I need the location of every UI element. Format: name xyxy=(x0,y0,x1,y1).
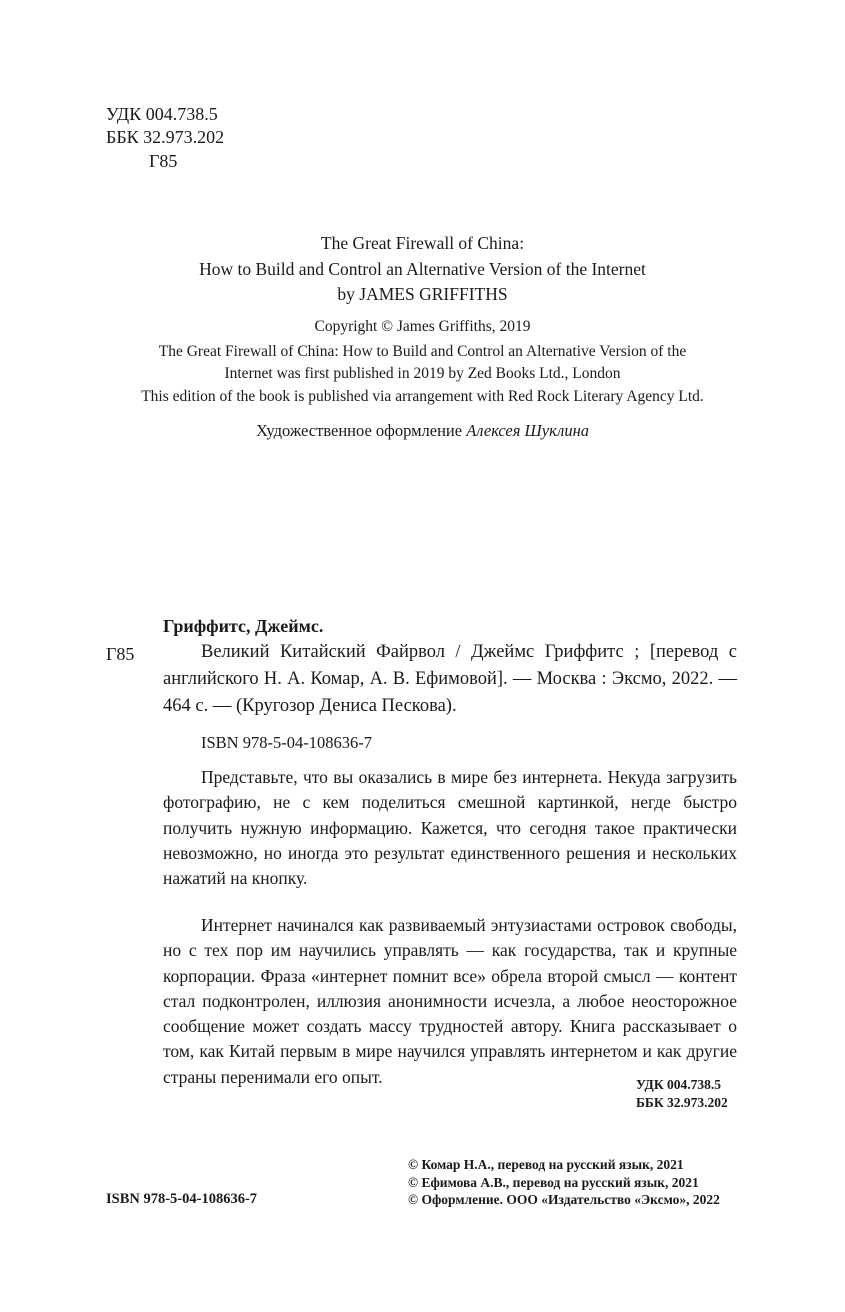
bottom-isbn: ISBN 978-5-04-108636-7 xyxy=(106,1191,258,1207)
arrangement-line: This edition of the book is published via arrangement with Red Rock Literary Agency Ltd. xyxy=(141,388,704,405)
publication-line1: The Great Firewall of China: How to Build and Control an Alternative Version of the xyxy=(158,343,687,360)
copyright-notice-design: © Оформление. ООО «Издательство «Эксмо», 2022 xyxy=(408,1192,720,1207)
annotation-paragraph-1: Представьте, что вы оказались в мире без интернета. Некуда загрузить фотографию, не с кем поделиться смешной картинкой, негде быстро получить нужную информацию. Кажется, что сегодня такое практически невозможно, но иногда это результат единственного решения и нескольких нажатий на кнопку. xyxy=(163,767,737,889)
design-label: Художественное оформление xyxy=(255,421,463,440)
author-code: Г85 xyxy=(149,151,178,171)
bib-author-code: Г85 xyxy=(106,644,135,664)
udk-code: УДК 004.738.5 xyxy=(106,104,218,124)
designer-name: Алексея Шуклина xyxy=(466,421,590,440)
original-copyright: Copyright © James Griffiths, 2019 xyxy=(314,318,531,335)
copyright-notice-translator-2: © Ефимова А.В., перевод на русский язык, 2021 xyxy=(408,1175,699,1190)
bib-description-text: Великий Китайский Файрвол / Джеймс Гриффитс ; [перевод с английского Н. А. Комар, А. В. Ефимовой]. — Москва : Эксмо, 2022. — 464 с. — (Кругозор Дениса Пескова). xyxy=(163,642,737,716)
copyright-notice-translator-1: © Комар Н.А., перевод на русский язык, 2021 xyxy=(408,1157,684,1172)
design-credit xyxy=(0,421,845,441)
bib-isbn: ISBN 978-5-04-108636-7 xyxy=(201,733,372,752)
bib-author-heading: Гриффитс, Джеймс. xyxy=(163,616,324,636)
publication-line2: Internet was first published in 2019 by Zed Books Ltd., London xyxy=(224,365,621,382)
bbk-code: ББК 32.973.202 xyxy=(106,127,225,147)
original-title-line1: The Great Firewall of China: xyxy=(320,233,525,253)
bottom-udk: УДК 004.738.5 xyxy=(636,1077,721,1092)
bottom-bbk: ББК 32.973.202 xyxy=(636,1095,728,1110)
original-title-line2: How to Build and Control an Alternative Version of the Internet xyxy=(199,259,646,279)
bib-description xyxy=(163,639,737,720)
original-author-line: by JAMES GRIFFITHS xyxy=(337,284,508,304)
annotation-paragraph-2: Интернет начинался как развиваемый энтузиастами островок свободы, но с тех пор им научились управлять — как государства, так и крупные корпорации. Фраза «интернет помнит все» обрела второй смысл — контент стал подконтролен, иллюзия анонимности исчезла, а любое неосторожное сообщение может создать массу трудностей автору. Книга рассказывает о том, как Китай первым в мире научился управлять интернетом и как другие страны перенимали его опыт. xyxy=(163,915,737,1087)
